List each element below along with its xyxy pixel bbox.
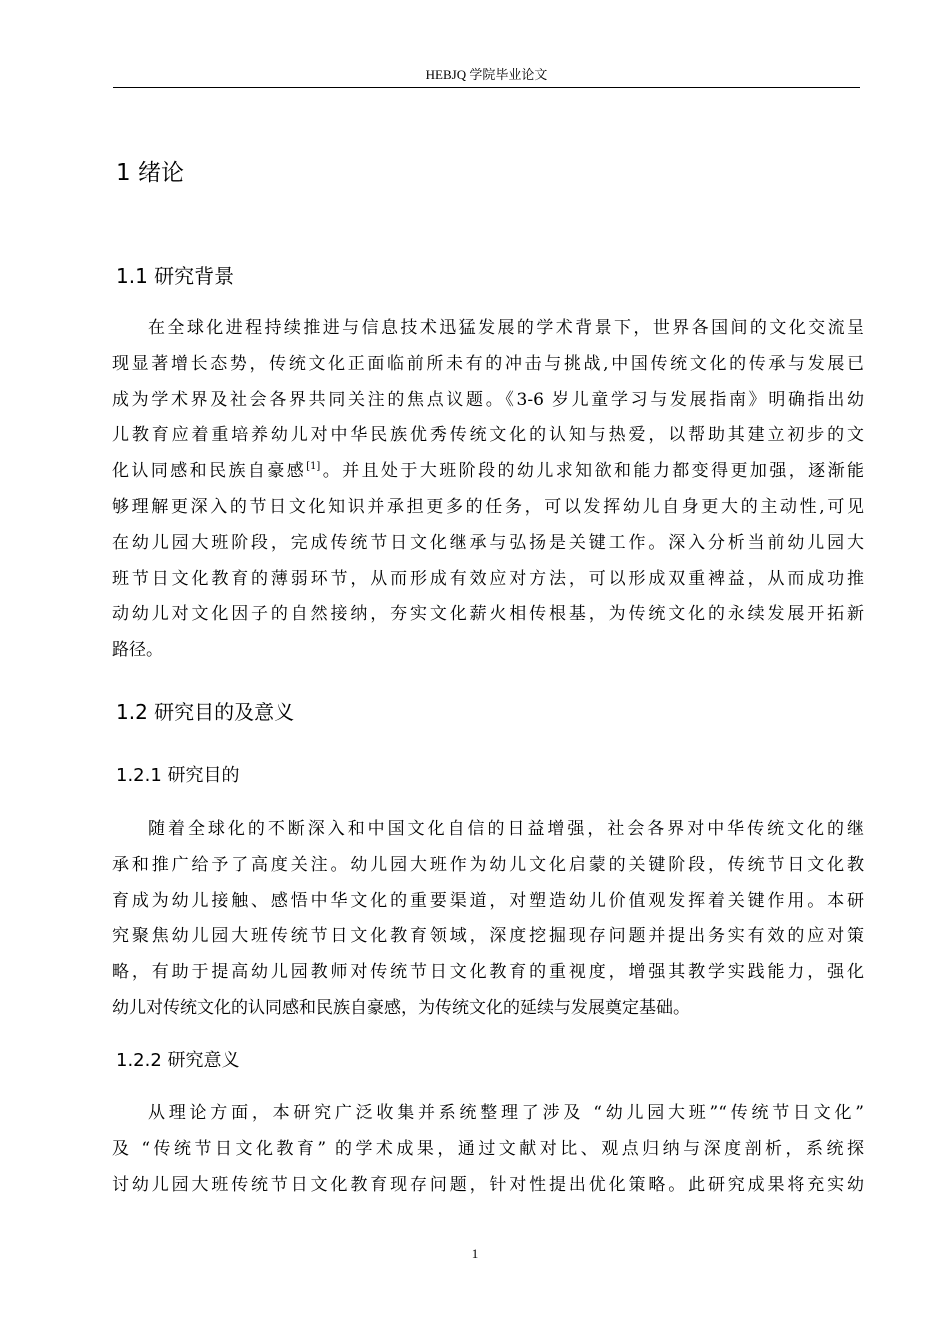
paragraph-line: 儿教育应着重培养幼儿对中华民族优秀传统文化的认知与热爱，以帮助其建立初步的文 — [112, 425, 864, 446]
section-heading-research-background: 1.1 研究背景 — [116, 264, 235, 288]
paragraph-line: 在幼儿园大班阶段，完成传统节日文化继承与弘扬是关键工作。深入分析当前幼儿园大 — [112, 532, 864, 553]
paragraph-line: 班节日文化教育的薄弱环节，从而形成有效应对方法，可以形成双重裨益，从而成功推 — [112, 568, 864, 589]
paragraph-research-purpose — [112, 812, 864, 1027]
paragraph-line: 路径。 — [112, 640, 163, 661]
line-text: 。并且处于大班阶段的幼儿求知欲和能力都变得更加强，逐渐能 — [320, 461, 865, 482]
paragraph-line: 幼儿对传统文化的认同感和民族自豪感，为传统文化的延续与发展奠定基础。 — [112, 997, 690, 1018]
paragraph-research-significance — [112, 1096, 864, 1203]
paragraph-line — [112, 454, 864, 490]
paragraph-line: 动幼儿对文化因子的自然接纳，夯实文化薪火相传根基，为传统文化的永续发展开拓新 — [112, 604, 864, 625]
paragraph-line: 在全球化进程持续推进与信息技术迅猛发展的学术背景下，世界各国间的文化交流呈 — [148, 318, 864, 338]
paragraph-line: 略，有助于提高幼儿园教师对传统节日文化教育的重视度，增强其教学实践能力，强化 — [112, 962, 864, 983]
subsection-heading-research-significance: 1.2.2 研究意义 — [116, 1050, 240, 1071]
paragraph-research-background — [112, 311, 864, 669]
page-number: 1 — [471, 1246, 479, 1261]
paragraph-line: 承和推广给予了高度关注。幼儿园大班作为幼儿文化启蒙的关键阶段，传统节日文化教 — [112, 854, 864, 875]
paragraph-line: 够理解更深入的节日文化知识并承担更多的任务，可以发挥幼儿自身更大的主动性,可见 — [112, 496, 864, 517]
paragraph-line: 从理论方面，本研究广泛收集并系统整理了涉及 “幼儿园大班”“传统节日文化” — [148, 1103, 864, 1123]
chapter-title: 1 绪论 — [116, 160, 184, 186]
paragraph-line: 育成为幼儿接触、感悟中华文化的重要渠道，对塑造幼儿价值观发挥着关键作用。本研 — [112, 890, 864, 911]
paragraph-line: 讨幼儿园大班传统节日文化教育现存问题，针对性提出优化策略。此研究成果将充实幼 — [112, 1174, 864, 1195]
citation-marker: [1] — [306, 461, 321, 473]
paragraph-line: 现显著增长态势，传统文化正面临前所未有的冲击与挑战,中国传统文化的传承与发展已 — [112, 353, 864, 374]
paragraph-line: 成为学术界及社会各界共同关注的焦点议题。《3-6 岁儿童学习与发展指南》明确指出幼 — [112, 389, 864, 410]
header-rule — [113, 87, 860, 88]
subsection-heading-research-purpose: 1.2.1 研究目的 — [116, 765, 240, 786]
paragraph-line: 及 “传统节日文化教育” 的学术成果，通过文献对比、观点归纳与深度剖析，系统探 — [112, 1138, 864, 1159]
line-text: 化认同感和民族自豪感 — [112, 461, 307, 482]
section-heading-purpose-and-significance: 1.2 研究目的及意义 — [116, 700, 295, 724]
running-header: HEBJQ 学院毕业论文 — [425, 67, 548, 82]
paragraph-line: 究聚焦幼儿园大班传统节日文化教育领域，深度挖掘现存问题并提出务实有效的应对策 — [112, 926, 864, 947]
paragraph-line: 随着全球化的不断深入和中国文化自信的日益增强，社会各界对中华传统文化的继 — [148, 819, 864, 839]
